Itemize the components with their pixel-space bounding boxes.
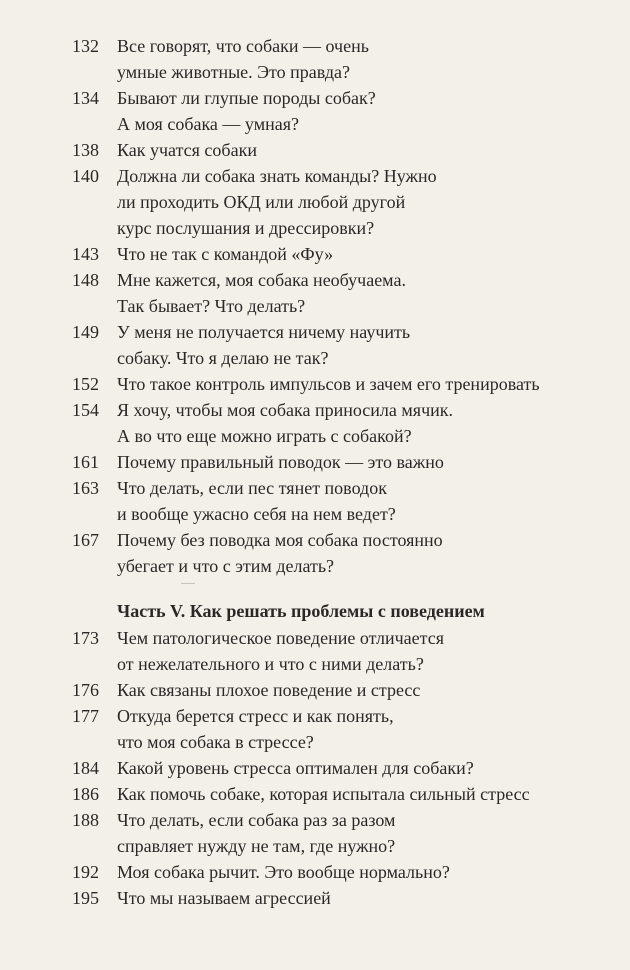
toc-entry — [72, 475, 602, 527]
toc-title-line: Почему без поводка моя собака постоянно — [117, 530, 443, 550]
toc-page-number: 161 — [72, 452, 99, 472]
toc-page-number: 132 — [72, 36, 99, 56]
toc-page-number: 148 — [72, 270, 99, 290]
toc-title-line: ли проходить ОКД или любой другой — [117, 192, 406, 212]
toc-title-line: Как связаны плохое поведение и стресс — [117, 680, 421, 700]
toc-entry-title — [117, 397, 602, 449]
toc-title-line: курс послушания и дрессировки? — [117, 218, 375, 238]
toc-group-part-4 — [72, 33, 602, 579]
toc-entry-title — [117, 625, 602, 677]
toc-page-number: 184 — [72, 758, 99, 778]
toc-entry — [72, 625, 602, 677]
toc-entry — [72, 807, 602, 859]
toc-entry — [72, 319, 602, 371]
toc-entry — [72, 859, 602, 885]
toc-title-line: справляет нужду не там, где нужно? — [117, 836, 396, 856]
toc-title-line: Откуда берется стресс и как понять, — [117, 706, 394, 726]
toc-entry — [72, 85, 602, 137]
toc-entry — [72, 677, 602, 703]
toc-title-line: А во что еще можно играть с собакой? — [117, 426, 412, 446]
toc-title-line: Как учатся собаки — [117, 140, 257, 160]
toc-entry — [72, 33, 602, 85]
toc-entry — [72, 781, 602, 807]
toc-page-number: 176 — [72, 680, 99, 700]
section-spacer — [72, 579, 602, 597]
toc-entry — [72, 885, 602, 911]
toc-entry-title — [117, 527, 602, 579]
toc-entry-title — [117, 859, 602, 885]
toc-page-number: 192 — [72, 862, 99, 882]
toc-entry-title — [117, 33, 602, 85]
toc-page-number: 188 — [72, 810, 99, 830]
toc-entry — [72, 397, 602, 449]
toc-title-line: убегает и что с этим делать? — [117, 556, 335, 576]
toc-entry — [72, 267, 602, 319]
toc-title-line: Что мы называем агрессией — [117, 888, 331, 908]
toc-title-line: от нежелательного и что с ними делать? — [117, 654, 424, 674]
toc-title-line: что моя собака в стрессе? — [117, 732, 314, 752]
toc-title-line: Что такое контроль импульсов и зачем его тренировать — [117, 374, 540, 394]
toc-title-line: Моя собака рычит. Это вообще нормально? — [117, 862, 450, 882]
toc-entry-title — [117, 475, 602, 527]
toc-entry — [72, 163, 602, 241]
toc-title-line: Почему правильный поводок — это важно — [117, 452, 444, 472]
toc-entry — [72, 137, 602, 163]
toc-title-line: Чем патологическое поведение отличается — [117, 628, 445, 648]
toc-page-number: 154 — [72, 400, 99, 420]
toc-page-number: 163 — [72, 478, 99, 498]
toc-page-number: 167 — [72, 530, 99, 550]
toc-title-line: Что делать, если пес тянет поводок — [117, 478, 387, 498]
toc-entry-title — [117, 319, 602, 371]
toc-entry-title — [117, 677, 602, 703]
toc-entry — [72, 449, 602, 475]
toc-title-line: Как помочь собаке, которая испытала сильный стресс — [117, 784, 530, 804]
part-heading: Часть V. Как решать проблемы с поведением — [117, 601, 485, 621]
toc-page-number: 173 — [72, 628, 99, 648]
toc-entry-title — [117, 137, 602, 163]
toc-title-line: Какой уровень стресса оптимален для собаки? — [117, 758, 474, 778]
toc-entry — [72, 371, 602, 397]
toc-entry-title — [117, 449, 602, 475]
toc-entry-title — [117, 807, 602, 859]
toc-title-line: Все говорят, что собаки — очень — [117, 36, 369, 56]
toc-group-part-5 — [72, 625, 602, 911]
toc-entry — [72, 241, 602, 267]
toc-entry-title — [117, 885, 602, 911]
toc-entry — [72, 703, 602, 755]
toc-page-number: 143 — [72, 244, 99, 264]
toc-entry — [72, 755, 602, 781]
toc-entry-title — [117, 163, 602, 241]
toc-entry-title — [117, 755, 602, 781]
toc-title-line: собаку. Что я делаю не так? — [117, 348, 329, 368]
toc-page-number: 177 — [72, 706, 99, 726]
toc-title-line: Должна ли собака знать команды? Нужно — [117, 166, 437, 186]
table-of-contents — [72, 33, 602, 911]
toc-title-line: А моя собака — умная? — [117, 114, 299, 134]
toc-page-number: 149 — [72, 322, 99, 342]
toc-entry-title — [117, 267, 602, 319]
toc-entry — [72, 527, 602, 579]
toc-title-line: Что не так с командой «Фу» — [117, 244, 334, 264]
toc-entry-title — [117, 781, 602, 807]
toc-page-number: 140 — [72, 166, 99, 186]
toc-title-line: умные животные. Это правда? — [117, 62, 350, 82]
toc-page-number: 186 — [72, 784, 99, 804]
toc-entry-title — [117, 703, 602, 755]
toc-title-line: Бывают ли глупые породы собак? — [117, 88, 376, 108]
toc-title-line: Мне кажется, моя собака необучаема. — [117, 270, 406, 290]
toc-page-number: 134 — [72, 88, 99, 108]
toc-title-line: и вообще ужасно себя на нем ведет? — [117, 504, 396, 524]
toc-title-line: Что делать, если собака раз за разом — [117, 810, 396, 830]
toc-title-line: Так бывает? Что делать? — [117, 296, 306, 316]
toc-page-number: 138 — [72, 140, 99, 160]
toc-page-number: 195 — [72, 888, 99, 908]
toc-page-number: 152 — [72, 374, 99, 394]
toc-title-line: Я хочу, чтобы моя собака приносила мячик. — [117, 400, 454, 420]
toc-entry-title — [117, 371, 602, 397]
toc-entry-title — [117, 241, 602, 267]
toc-title-line: У меня не получается ничему научить — [117, 322, 411, 342]
toc-entry-title — [117, 85, 602, 137]
